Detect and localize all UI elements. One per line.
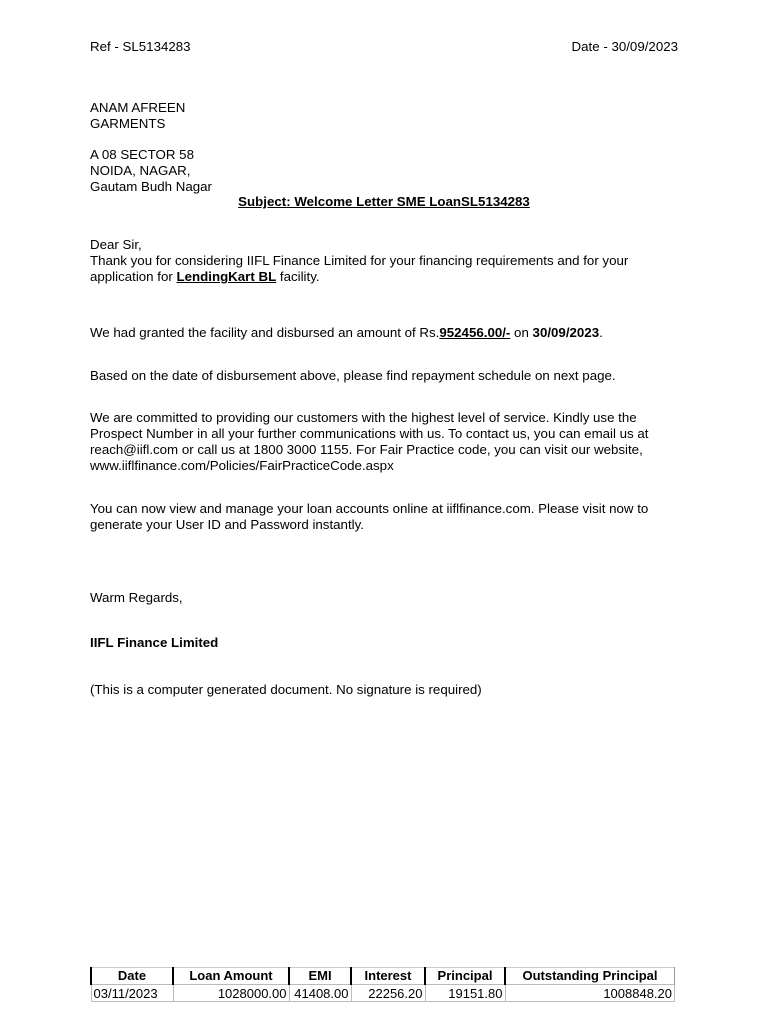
cell-interest: 22256.20 (351, 985, 425, 1002)
table-row (91, 985, 675, 1002)
address-line-3: Gautam Budh Nagar (90, 179, 212, 194)
recipient-company: GARMENTS (90, 116, 166, 131)
table-header-row (91, 968, 675, 985)
cell-date: 03/11/2023 (91, 985, 173, 1002)
recipient-name: ANAM AFREEN (90, 100, 186, 115)
letter-date: Date - 30/09/2023 (571, 39, 678, 54)
disbursal-paragraph (90, 325, 603, 341)
disbursal-text-3: . (599, 325, 603, 340)
company-name: IIFL Finance Limited (90, 635, 219, 650)
col-header-emi: EMI (289, 968, 351, 985)
schedule-note: Based on the date of disbursement above, please find repayment schedule on next page. (90, 368, 616, 383)
col-header-principal: Principal (425, 968, 505, 985)
computer-generated-note: (This is a computer generated document. No signature is required) (90, 682, 482, 697)
col-header-date: Date (91, 968, 173, 985)
cell-loan-amount: 1028000.00 (173, 985, 289, 1002)
disbursed-amount: 952456.00/- (439, 325, 511, 340)
disbursal-text-2: on (510, 325, 533, 340)
disbursal-text-1: We had granted the facility and disbursed an amount of Rs. (90, 325, 440, 340)
col-header-interest: Interest (351, 968, 425, 985)
intro-text-1: Thank you for considering IIFL Finance Limited for your financing requirements and for your application for (90, 253, 629, 284)
address-line-1: A 08 SECTOR 58 (90, 147, 194, 162)
reference-number: Ref - SL5134283 (90, 39, 191, 54)
intro-text-2: facility. (276, 269, 320, 284)
salutation: Dear Sir, (90, 237, 142, 252)
cell-outstanding-principal: 1008848.20 (505, 985, 675, 1002)
intro-paragraph (90, 253, 680, 285)
repayment-schedule-table (90, 967, 675, 1002)
cell-principal: 19151.80 (425, 985, 505, 1002)
cell-emi: 41408.00 (289, 985, 351, 1002)
col-header-outstanding-principal: Outstanding Principal (505, 968, 675, 985)
service-paragraph: We are committed to providing our customers with the highest level of service. Kindly use the Prospect Number in all your further communications with us. To contact us, you can email us at reach@iifl.com or call us at 1800 3000 1155. For Fair Practice code, you can visit our website, www.iiflfinance.com/Policies/FairPracticeCode.aspx (90, 410, 649, 473)
online-paragraph: You can now view and manage your loan accounts online at iiflfinance.com. Please visit now to generate your User ID and Password instantly. (90, 501, 649, 532)
closing: Warm Regards, (90, 590, 183, 605)
letter-subject: Subject: Welcome Letter SME LoanSL5134283 (238, 194, 530, 209)
disbursal-date: 30/09/2023 (532, 325, 600, 340)
col-header-loan-amount: Loan Amount (173, 968, 289, 985)
address-line-2: NOIDA, NAGAR, (90, 163, 191, 178)
facility-name: LendingKart BL (176, 269, 277, 284)
